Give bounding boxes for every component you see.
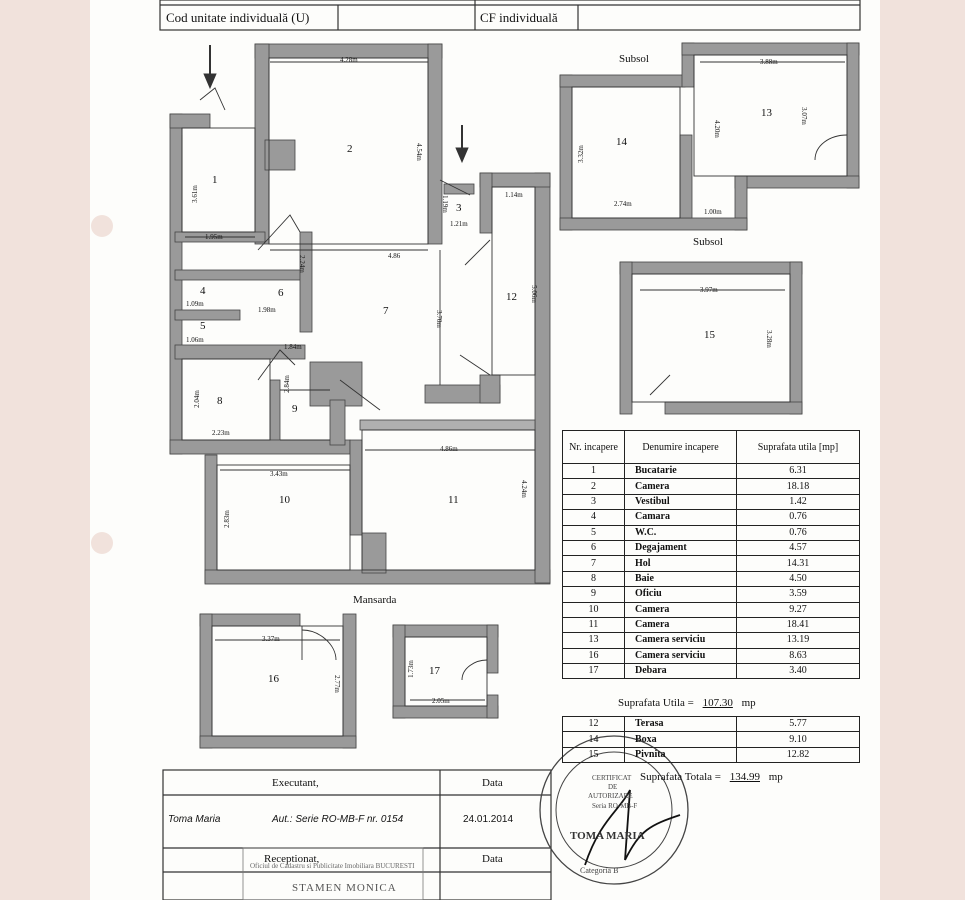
dimension-label: 1.00m bbox=[704, 208, 722, 216]
room-number: 7 bbox=[383, 305, 389, 317]
room-nr: 4 bbox=[563, 510, 625, 525]
room-area: 5.77 bbox=[737, 717, 860, 732]
section-title-subsol: Subsol bbox=[693, 236, 723, 248]
suprafata-utila-label: Suprafata Utila = bbox=[618, 697, 694, 709]
room-nr: 5 bbox=[563, 525, 625, 540]
room-area: 4.50 bbox=[737, 571, 860, 586]
room-name: Camera bbox=[625, 602, 737, 617]
dimension-label: 1.73m bbox=[406, 660, 415, 678]
dimension-label: 3.43m bbox=[270, 470, 288, 478]
room-nr: 17 bbox=[563, 664, 625, 679]
dimension-label: 4.20m bbox=[712, 120, 721, 138]
room-name: Debara bbox=[625, 664, 737, 679]
room-name: Pivnita bbox=[625, 747, 737, 762]
suprafata-totala-unit: mp bbox=[768, 771, 783, 783]
room-number: 11 bbox=[448, 494, 459, 506]
table-row bbox=[563, 648, 860, 663]
dimension-label: 1.84m bbox=[284, 343, 302, 351]
authorization-number: Aut.: Serie RO-MB-F nr. 0154 bbox=[272, 814, 404, 825]
seal-text: Seria RO-MB-F bbox=[592, 802, 638, 810]
table-row bbox=[563, 571, 860, 586]
data-label: Data bbox=[482, 777, 503, 789]
room-area: 0.76 bbox=[737, 510, 860, 525]
dimension-label: 3.61m bbox=[190, 185, 199, 203]
room-number: 12 bbox=[506, 291, 517, 303]
room-name: Baie bbox=[625, 571, 737, 586]
dimension-label: 1.14m bbox=[505, 191, 523, 199]
dimension-label: 1.09m bbox=[186, 300, 204, 308]
suprafata-utila-unit: mp bbox=[741, 697, 756, 709]
dimension-label: 5.06m bbox=[529, 285, 538, 303]
rooms-area-table bbox=[562, 430, 860, 679]
seal-text: CERTIFICAT bbox=[592, 774, 632, 782]
seal-text: AUTORIZARE bbox=[588, 792, 633, 800]
room-area: 9.27 bbox=[737, 602, 860, 617]
section-title-mansarda: Mansarda bbox=[353, 594, 397, 606]
table-row bbox=[563, 556, 860, 571]
room-name: Camera bbox=[625, 479, 737, 494]
room-nr: 9 bbox=[563, 587, 625, 602]
dimension-label: 2.04m bbox=[192, 390, 201, 408]
suprafata-totala bbox=[640, 771, 783, 783]
room-nr: 12 bbox=[563, 717, 625, 732]
table-row bbox=[563, 494, 860, 509]
table-row bbox=[563, 510, 860, 525]
room-number: 5 bbox=[200, 320, 206, 332]
room-nr: 6 bbox=[563, 540, 625, 555]
executant-label: Executant, bbox=[272, 777, 319, 789]
room-number: 10 bbox=[279, 494, 290, 506]
room-name: Boxa bbox=[625, 732, 737, 747]
suprafata-totala-label: Suprafata Totala = bbox=[640, 771, 721, 783]
room-number: 6 bbox=[278, 287, 284, 299]
dimension-label: 2.74m bbox=[614, 200, 632, 208]
data-label: Data bbox=[482, 853, 503, 865]
table-row bbox=[563, 617, 860, 632]
room-area: 6.31 bbox=[737, 464, 860, 479]
room-nr: 13 bbox=[563, 633, 625, 648]
table-row bbox=[563, 479, 860, 494]
room-area: 13.19 bbox=[737, 633, 860, 648]
dimension-label: 4.54m bbox=[414, 143, 423, 161]
dimension-label: 3.32m bbox=[576, 145, 585, 163]
table-row bbox=[563, 747, 860, 762]
cod-unitate-label: Cod unitate individuală (U) bbox=[166, 10, 310, 25]
dimension-label: 2.23m bbox=[212, 429, 230, 437]
room-number: 1 bbox=[212, 174, 218, 186]
room-number: 16 bbox=[268, 673, 279, 685]
room-area: 0.76 bbox=[737, 525, 860, 540]
dimension-label: 2.84m bbox=[282, 375, 291, 393]
dimension-label: 4.24m bbox=[519, 480, 528, 498]
room-area: 18.41 bbox=[737, 617, 860, 632]
dimension-label: 3.88m bbox=[760, 58, 778, 66]
receiver-stamp-name: STAMEN MONICA bbox=[292, 882, 397, 894]
room-nr: 16 bbox=[563, 648, 625, 663]
executant-name: Toma Maria bbox=[168, 814, 221, 825]
section-title-subsol: Subsol bbox=[619, 53, 649, 65]
dimension-label: 3.37m bbox=[262, 635, 280, 643]
cadastre-office-stamp: Oficiul de Cadastru si Publicitate Imobiliara BUCURESTI bbox=[250, 862, 415, 870]
column-header-nr: Nr. incapere bbox=[563, 431, 625, 464]
column-header-name: Denumire incapere bbox=[625, 431, 737, 464]
room-number: 15 bbox=[704, 329, 715, 341]
room-nr: 8 bbox=[563, 571, 625, 586]
room-area: 12.82 bbox=[737, 747, 860, 762]
table-row bbox=[563, 602, 860, 617]
execution-date: 24.01.2014 bbox=[463, 814, 514, 825]
column-header-area: Suprafata utila [mp] bbox=[737, 431, 860, 464]
room-number: 14 bbox=[616, 136, 627, 148]
suprafata-utila bbox=[618, 697, 756, 709]
dimension-label: 2.83m bbox=[222, 510, 231, 528]
room-area: 3.40 bbox=[737, 664, 860, 679]
dimension-label: 2.77m bbox=[332, 675, 341, 693]
room-nr: 2 bbox=[563, 479, 625, 494]
room-area: 1.42 bbox=[737, 494, 860, 509]
room-name: Hol bbox=[625, 556, 737, 571]
room-nr: 14 bbox=[563, 732, 625, 747]
dimension-label: 4.86 bbox=[388, 252, 401, 260]
dimension-label: 4.86m bbox=[440, 445, 458, 453]
seal-text: TOMA MARIA bbox=[570, 830, 645, 842]
receptionat-label: Receptionat, bbox=[264, 853, 320, 865]
room-nr: 3 bbox=[563, 494, 625, 509]
room-name: Vestibul bbox=[625, 494, 737, 509]
table-row bbox=[563, 633, 860, 648]
room-number: 13 bbox=[761, 107, 772, 119]
room-area: 18.18 bbox=[737, 479, 860, 494]
seal-text: DE bbox=[608, 783, 618, 791]
dimension-label: 1.06m bbox=[186, 336, 204, 344]
table-row bbox=[563, 717, 860, 732]
dimension-label: 1.19m bbox=[440, 195, 449, 213]
room-name: Camera serviciu bbox=[625, 648, 737, 663]
room-nr: 1 bbox=[563, 464, 625, 479]
room-number: 17 bbox=[429, 665, 440, 677]
dimension-label: 3.07m bbox=[799, 107, 808, 125]
room-name: W.C. bbox=[625, 525, 737, 540]
room-name: Camara bbox=[625, 510, 737, 525]
cf-individuala-label: CF individuală bbox=[480, 10, 558, 25]
room-number: 3 bbox=[456, 202, 462, 214]
dimension-label: 1.21m bbox=[450, 220, 468, 228]
dimension-label: 1.98m bbox=[258, 306, 276, 314]
dimension-label: 3.28m bbox=[764, 330, 773, 348]
room-area: 3.59 bbox=[737, 587, 860, 602]
dimension-label: 2.24m bbox=[297, 255, 306, 273]
room-number: 4 bbox=[200, 285, 206, 297]
dimension-label: 2.05m bbox=[432, 697, 450, 705]
dimension-label: 4.28m bbox=[340, 56, 358, 64]
room-name: Terasa bbox=[625, 717, 737, 732]
room-nr: 11 bbox=[563, 617, 625, 632]
room-name: Oficiu bbox=[625, 587, 737, 602]
room-number: 9 bbox=[292, 403, 298, 415]
room-area: 4.57 bbox=[737, 540, 860, 555]
table-row bbox=[563, 464, 860, 479]
table-row bbox=[563, 525, 860, 540]
table-row bbox=[563, 587, 860, 602]
dimension-label: 1.95m bbox=[205, 233, 223, 241]
seal-text: Categoria B bbox=[580, 866, 619, 875]
room-nr: 10 bbox=[563, 602, 625, 617]
room-nr: 15 bbox=[563, 747, 625, 762]
room-name: Camera serviciu bbox=[625, 633, 737, 648]
room-number: 8 bbox=[217, 395, 223, 407]
room-area: 8.63 bbox=[737, 648, 860, 663]
room-nr: 7 bbox=[563, 556, 625, 571]
room-number: 2 bbox=[347, 143, 353, 155]
table-row bbox=[563, 732, 860, 747]
extra-area-table bbox=[562, 716, 860, 763]
table-row bbox=[563, 664, 860, 679]
room-name: Camera bbox=[625, 617, 737, 632]
room-area: 9.10 bbox=[737, 732, 860, 747]
room-name: Degajament bbox=[625, 540, 737, 555]
dimension-label: 3.97m bbox=[700, 286, 718, 294]
dimension-label: 3.70m bbox=[434, 310, 443, 328]
table-row bbox=[563, 540, 860, 555]
suprafata-totala-value: 134.99 bbox=[729, 771, 760, 783]
room-name: Bucatarie bbox=[625, 464, 737, 479]
room-area: 14.31 bbox=[737, 556, 860, 571]
suprafata-utila-value: 107.30 bbox=[702, 697, 733, 709]
